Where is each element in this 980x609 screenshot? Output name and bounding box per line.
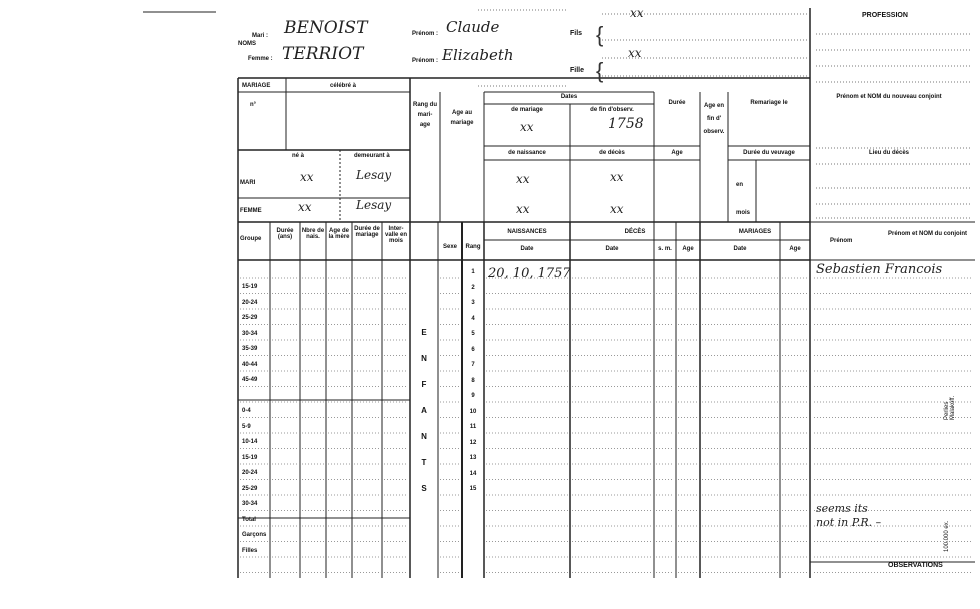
rang-header: Rang — [465, 244, 481, 250]
group-row: 25-29 — [242, 485, 258, 492]
group-row: 20-24 — [242, 470, 258, 476]
deces-header: DÉCÈS — [624, 229, 646, 235]
mari-ne[interactable]: xx — [300, 170, 314, 184]
mois-label: mois — [736, 210, 751, 216]
age-mere-header: Age de la mère — [328, 228, 350, 240]
xx-mid: xx — [628, 46, 642, 60]
celebre-label: célébré à — [330, 83, 357, 89]
mari-label: Mari : — [252, 33, 269, 39]
fille-brace-icon: { — [596, 58, 604, 83]
sexe-header: Sexe — [442, 244, 457, 250]
rank-row: 2 — [471, 284, 475, 291]
observations-label: OBSERVATIONS — [888, 562, 943, 569]
group-row: 20-24 — [242, 299, 258, 306]
no-label: n° — [250, 102, 257, 108]
noms-label: NOMS — [238, 41, 256, 47]
sm-header: s. m. — [658, 246, 672, 252]
de-deces-label: de décès — [599, 150, 625, 156]
de-naissance-label: de naissance — [508, 150, 546, 156]
femme-deces[interactable]: xx — [610, 202, 624, 216]
femme-prenom[interactable]: Elizabeth — [442, 46, 514, 64]
group-row: 5-9 — [242, 423, 251, 430]
lieu-deces-label: Lieu du décès — [868, 150, 909, 156]
rank-row: 6 — [471, 346, 475, 353]
fils-brace-icon: { — [596, 22, 604, 47]
femme-label: Femme : — [248, 56, 273, 62]
rang-label: Rang du mari- age — [413, 102, 437, 128]
birth-date-1[interactable]: 20, 10, 1757 — [488, 266, 571, 281]
group-row: 10-14 — [242, 439, 258, 445]
remariage-label: Remariage le — [750, 100, 788, 106]
age-mariage-label: Age au mariage — [450, 110, 474, 126]
rank-row: 5 — [471, 331, 475, 337]
femme-dem[interactable]: Lesay — [356, 198, 392, 212]
demeurant-label: demeurant à — [354, 153, 390, 159]
group-row: 30-34 — [242, 501, 258, 507]
group-row: Total — [242, 516, 256, 523]
duree-ans-header: Durée (ans) — [276, 228, 294, 240]
prenom-label-mari: Prénom : — [412, 31, 439, 37]
ne-a-label: né à — [292, 153, 305, 159]
profession-label: PROFESSION — [862, 12, 908, 19]
age-label: Age — [671, 150, 683, 156]
rank-row: 1 — [471, 269, 475, 275]
group-row: Garçons — [242, 532, 267, 538]
mariage-title: MARIAGE — [242, 83, 271, 89]
xx-top: xx — [630, 6, 644, 20]
note-line-1: seems its — [816, 502, 868, 515]
group-row: 0-4 — [242, 408, 251, 414]
rank-row: 12 — [469, 439, 477, 446]
rank-row: 10 — [469, 408, 477, 415]
prenom-header: Prénom — [830, 238, 853, 244]
mariages-header: MARIAGES — [738, 229, 772, 235]
naiss-date-header: Date — [520, 246, 534, 252]
conjoint-label: Prénom et NOM du nouveau conjoint — [836, 94, 942, 100]
group-row: Filles — [242, 547, 258, 554]
printer-note: Perlies Malakoff. — [944, 395, 956, 420]
enfants-vertical-label — [418, 320, 430, 502]
group-row: 45-49 — [242, 377, 258, 383]
de-mariage-label: de mariage — [511, 107, 543, 113]
enfants-letters: E N F A N T S — [421, 328, 427, 493]
age-fin-label: Age en fin d' observ. — [703, 103, 725, 135]
rank-row: 15 — [469, 486, 477, 492]
group-row: 30-34 — [242, 330, 258, 337]
fille-label: Fille — [570, 67, 585, 74]
de-fin-label: de fin d'observ. — [590, 107, 634, 113]
child-1-name[interactable]: Sebastien Francois — [816, 262, 943, 277]
groupe-header: Groupe — [240, 236, 262, 242]
deces-age-header: Age — [682, 246, 694, 252]
mari-row-label: MARI — [240, 180, 256, 186]
femme-name[interactable]: TERRIOT — [282, 44, 364, 64]
rank-row: 8 — [471, 377, 475, 384]
duree-veuvage-label: Durée du veuvage — [743, 150, 795, 156]
en-label: en — [736, 182, 744, 188]
group-row: 35-39 — [242, 346, 258, 352]
mari-naiss[interactable]: xx — [516, 172, 530, 186]
mariages-date-header: Date — [733, 246, 747, 252]
rank-row: 13 — [469, 455, 477, 461]
note-line-2: not in P.R. – — [816, 516, 882, 529]
rank-row: 9 — [471, 393, 475, 399]
femme-row-label: FEMME — [240, 208, 262, 214]
rank-row: 4 — [471, 315, 475, 322]
nbre-nais-header: Nbre de nais. — [301, 228, 325, 240]
conjoint-header: Prénom et NOM du conjoint — [888, 231, 967, 237]
val-fin[interactable]: 1758 — [608, 116, 644, 132]
deces-date-header: Date — [605, 246, 619, 252]
group-row: 40-44 — [242, 361, 258, 368]
val-mariage[interactable]: xx — [520, 120, 534, 134]
prenom-label-femme: Prénom : — [412, 58, 439, 64]
print-count: 100.000 ex. — [944, 520, 950, 552]
mari-dem[interactable]: Lesay — [356, 168, 392, 182]
rank-row: 11 — [469, 424, 477, 430]
duree-label: Durée — [668, 100, 686, 106]
mari-name[interactable]: BENOIST — [284, 18, 368, 38]
dates-label: Dates — [560, 94, 578, 100]
group-row: 15-19 — [242, 284, 258, 290]
fils-label: Fils — [570, 30, 583, 37]
rank-row: 3 — [471, 300, 475, 306]
group-row: 25-29 — [242, 315, 258, 321]
naissances-header: NAISSANCES — [507, 229, 547, 235]
femme-ne[interactable]: xx — [298, 200, 312, 214]
rank-row: 14 — [469, 470, 477, 477]
mari-prenom[interactable]: Claude — [446, 18, 500, 36]
intervalle-header: Inter- valle en mois — [384, 226, 407, 244]
mariages-age-header: Age — [789, 246, 801, 252]
duree-mariage-header: Durée de mariage — [354, 226, 380, 238]
mari-deces[interactable]: xx — [610, 170, 624, 184]
group-row: 15-19 — [242, 454, 258, 461]
rank-row: 7 — [471, 362, 475, 368]
femme-naiss[interactable]: xx — [516, 202, 530, 216]
